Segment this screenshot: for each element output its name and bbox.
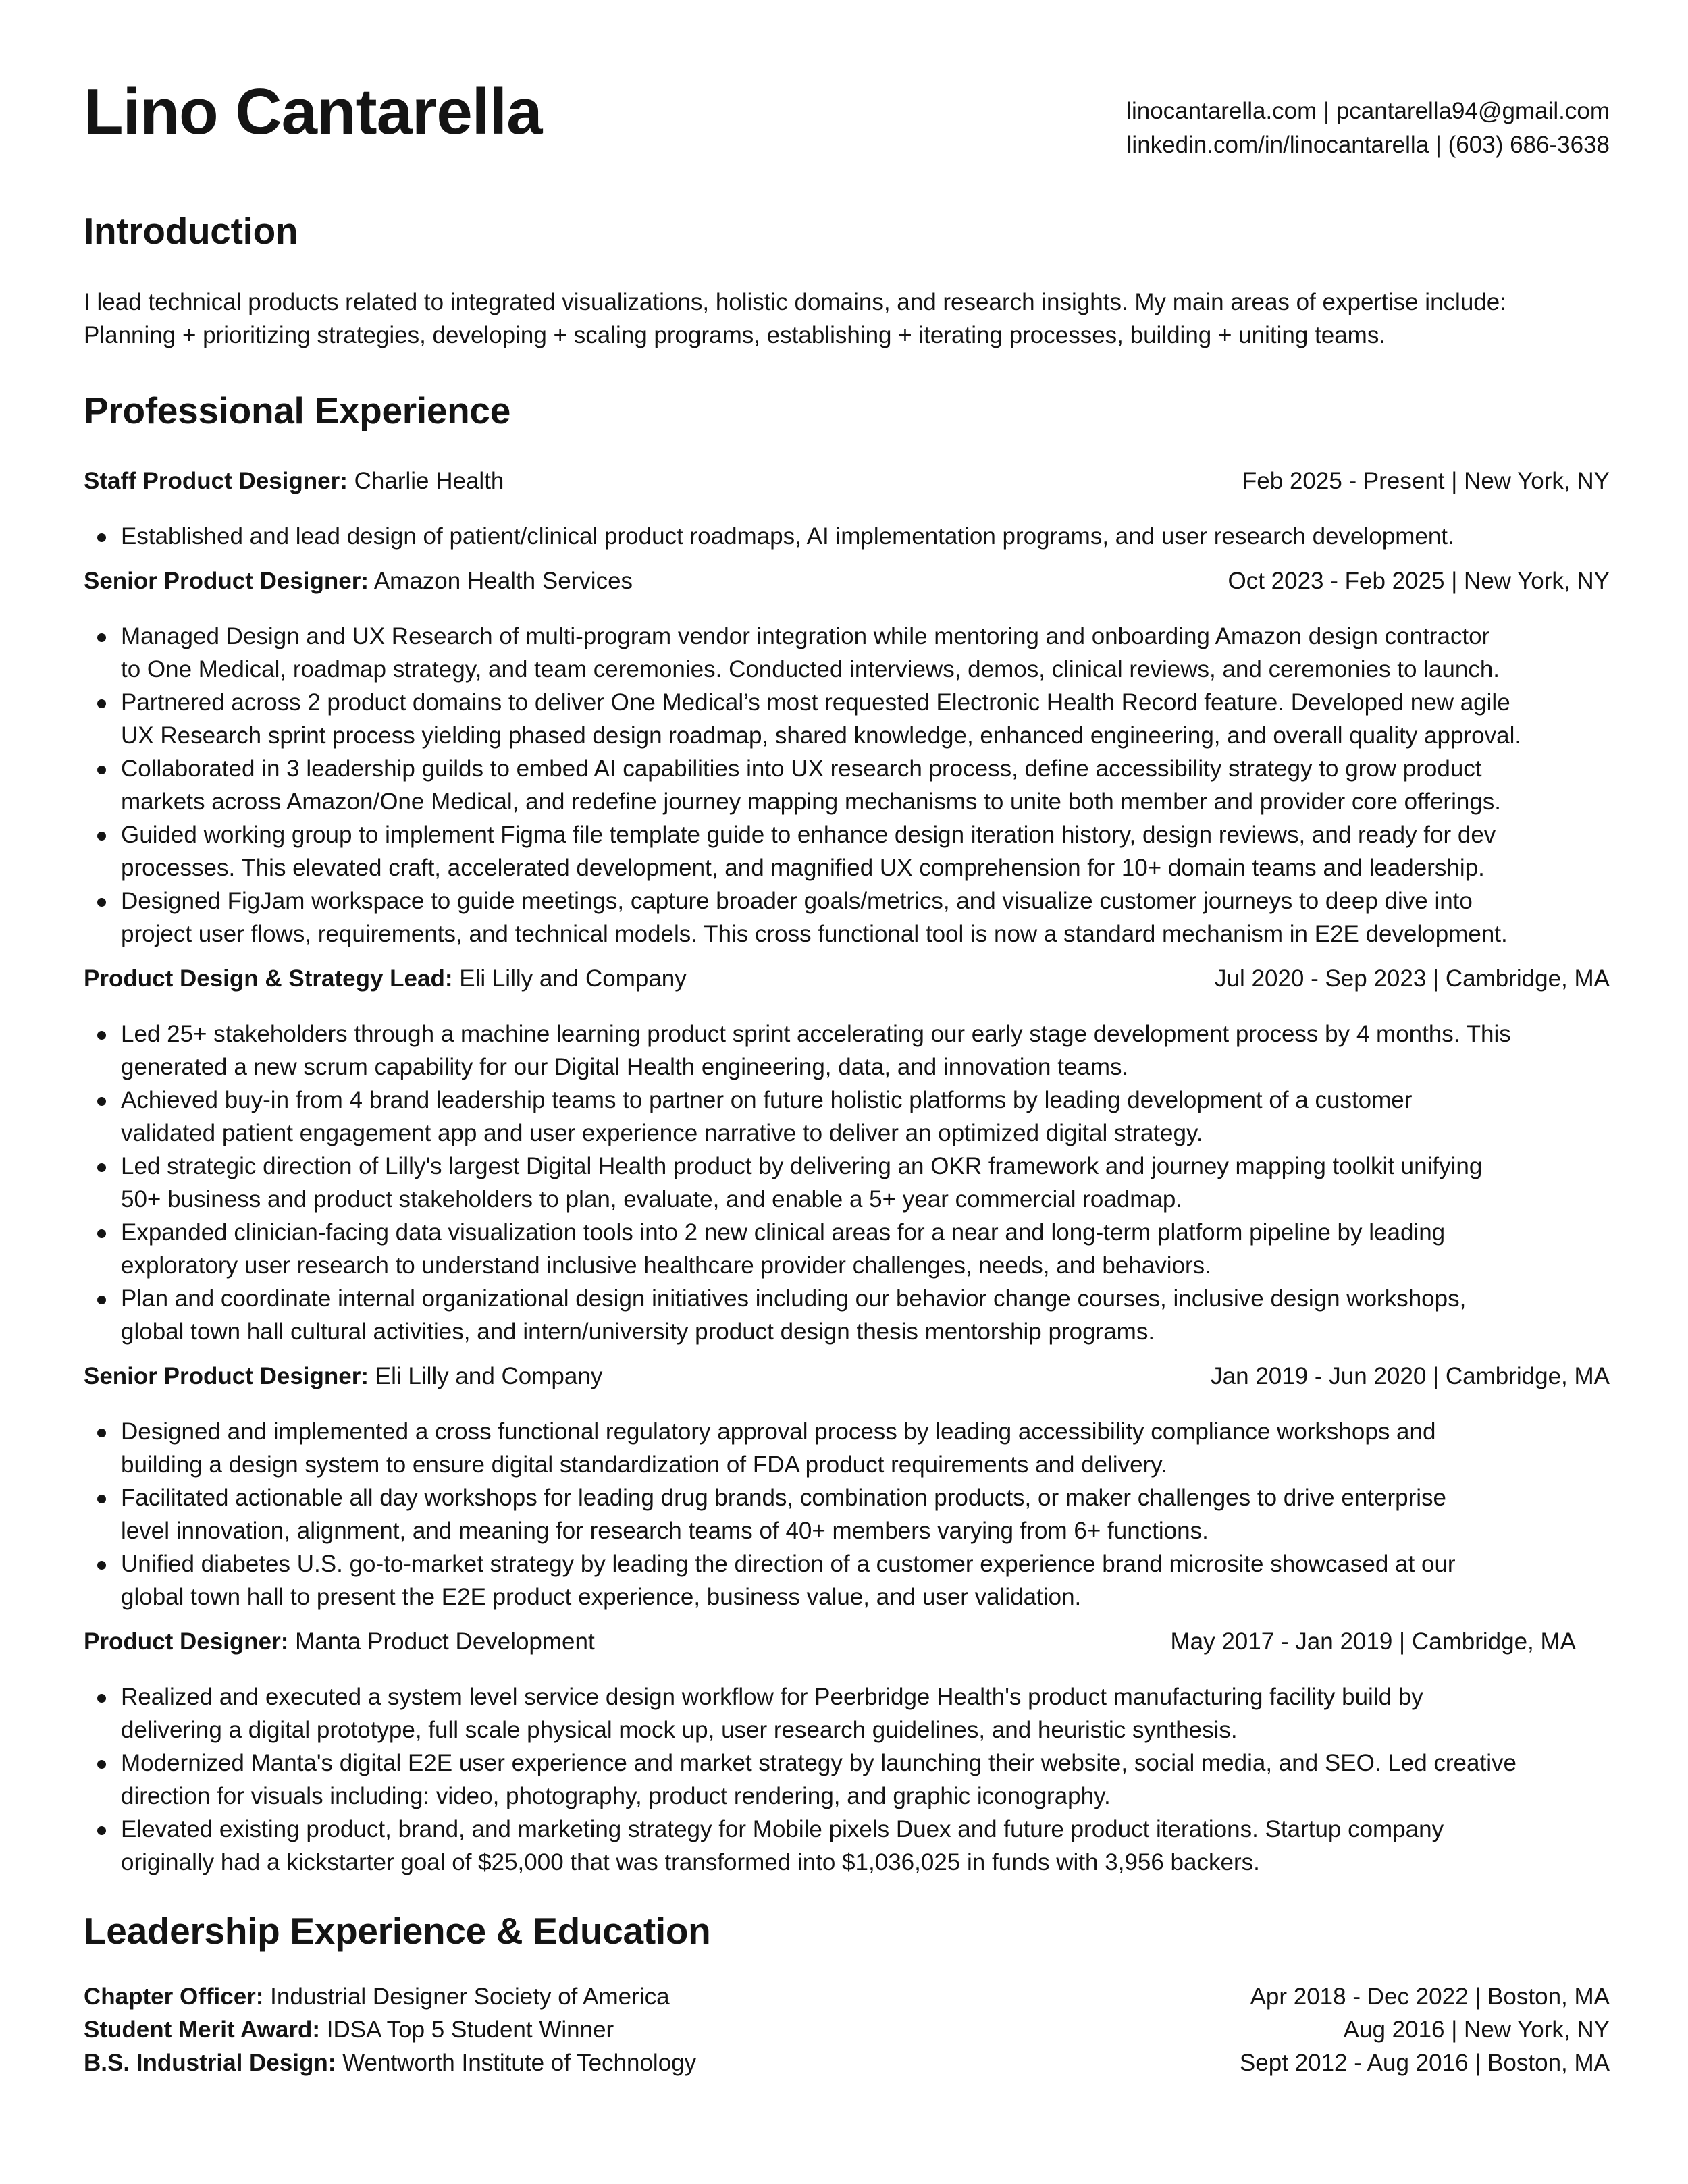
- bullet-line: exploratory user research to understand inclusive healthcare provider challenges, needs, and behaviors.: [121, 1252, 1211, 1279]
- introduction-heading: Introduction: [84, 210, 298, 252]
- introduction-line: Planning + prioritizing strategies, developing + scaling programs, establishing + iterating processes, building + uniting teams.: [84, 322, 1386, 348]
- leadership-item: [84, 1980, 1610, 2013]
- bullet-dot: [97, 1229, 106, 1238]
- job-header: [84, 464, 1610, 498]
- job-dates-location: Oct 2023 - Feb 2025 | New York, NY: [1228, 568, 1610, 594]
- resume-header: [84, 0, 1610, 182]
- job-role: Staff Product Designer:: [84, 468, 348, 494]
- job-bullets: [84, 620, 1610, 951]
- bullet-item: [121, 1084, 1610, 1150]
- bullet-dot: [97, 1097, 106, 1106]
- bullet-line: generated a new scrum capability for our Digital Health engineering, data, and innovation teams.: [121, 1054, 1129, 1080]
- leadership-education-heading: Leadership Experience & Education: [84, 1910, 711, 1952]
- bullet-line: level innovation, alignment, and meaning for research teams of 40+ members varying from 6+ functions.: [121, 1518, 1209, 1544]
- bullet-item: [121, 1813, 1610, 1879]
- leadership-dates-location: Apr 2018 - Dec 2022 | Boston, MA: [1250, 1983, 1610, 2010]
- bullet-item: [121, 620, 1610, 686]
- bullet-dot: [97, 1495, 106, 1503]
- leadership-role: Student Merit Award:: [84, 2017, 321, 2043]
- job-company: Eli Lilly and Company: [459, 965, 687, 992]
- job-company: Charlie Health: [354, 468, 504, 494]
- bullet-item: [121, 520, 1610, 553]
- bullet-item: [121, 1680, 1610, 1747]
- bullet-line: direction for visuals including: video, photography, product rendering, and graphic iconography.: [121, 1783, 1111, 1809]
- bullet-line: Elevated existing product, brand, and marketing strategy for Mobile pixels Duex and future product iterations. Startup company: [121, 1816, 1444, 1842]
- bullet-item: [121, 752, 1610, 818]
- leadership-title-org: [84, 1980, 670, 2013]
- bullet-line: project user flows, requirements, and technical models. This cross functional tool is now a standard mechanism in E2E development.: [121, 921, 1508, 947]
- bullet-item: [121, 1415, 1610, 1481]
- bullet-dot: [97, 832, 106, 841]
- bullet-item: [121, 1282, 1610, 1348]
- bullet-line: Managed Design and UX Research of multi-program vendor integration while mentoring and onboarding Amazon design contractor: [121, 623, 1490, 649]
- leadership-role: Chapter Officer:: [84, 1983, 264, 2010]
- job-title-company: [84, 1625, 595, 1658]
- bullet-line: Unified diabetes U.S. go-to-market strategy by leading the direction of a customer experience brand microsite showcased at our: [121, 1551, 1456, 1577]
- bullet-dot: [97, 1429, 106, 1437]
- job-role: Senior Product Designer:: [84, 1363, 369, 1389]
- bullet-dot: [97, 533, 106, 542]
- bullet-line: processes. This elevated craft, accelerated development, and magnified UX comprehension for 10+ domain teams and leadership.: [121, 855, 1485, 881]
- job-header: [84, 564, 1610, 597]
- job-bullets: [84, 1415, 1610, 1614]
- bullet-line: Expanded clinician-facing data visualization tools into 2 new clinical areas for a near and long-term platform pipeline by leading: [121, 1219, 1446, 1246]
- education-dates-location: Sept 2012 - Aug 2016 | Boston, MA: [1239, 2050, 1610, 2076]
- bullet-line: validated patient engagement app and user experience narrative to deliver an optimized digital strategy.: [121, 1120, 1203, 1146]
- leadership-title-org: [84, 2013, 614, 2046]
- bullet-item: [121, 818, 1610, 884]
- bullet-dot: [97, 1760, 106, 1769]
- bullet-item: [121, 1547, 1610, 1614]
- job-dates-location: Jan 2019 - Jun 2020 | Cambridge, MA: [1211, 1363, 1610, 1389]
- job-title-company: [84, 464, 504, 498]
- leadership-org: Industrial Designer Society of America: [270, 1983, 670, 2010]
- bullet-line: Designed and implemented a cross functional regulatory approval process by leading accessibility compliance workshops and: [121, 1418, 1436, 1445]
- bullet-line: Led 25+ stakeholders through a machine learning product sprint accelerating our early stage development process by 4 months. This: [121, 1021, 1511, 1047]
- leadership-item: [84, 2013, 1610, 2046]
- job-role: Senior Product Designer:: [84, 568, 369, 594]
- contact-info: [1126, 95, 1610, 162]
- education-item: [84, 2046, 1610, 2079]
- bullet-line: Led strategic direction of Lilly's largest Digital Health product by delivering an OKR framework and journey mapping toolkit unifying: [121, 1153, 1483, 1179]
- bullet-item: [121, 686, 1610, 752]
- bullet-item: [121, 1481, 1610, 1547]
- job-title-company: [84, 564, 633, 597]
- bullet-item: [121, 1747, 1610, 1813]
- job-title-company: [84, 962, 687, 995]
- job-header: [84, 1625, 1610, 1658]
- job-bullets: [84, 520, 1610, 553]
- introduction-line: I lead technical products related to integrated visualizations, holistic domains, and research insights. My main areas of expertise include:: [84, 289, 1506, 315]
- bullet-item: [121, 1017, 1610, 1084]
- bullet-item: [121, 884, 1610, 951]
- bullet-line: 50+ business and product stakeholders to plan, evaluate, and enable a 5+ year commercial roadmap.: [121, 1186, 1183, 1213]
- resume-page: [84, 0, 1610, 2079]
- job-dates-location: May 2017 - Jan 2019 | Cambridge, MA: [1170, 1628, 1576, 1655]
- job-bullets: [84, 1017, 1610, 1348]
- bullet-line: Achieved buy-in from 4 brand leadership teams to partner on future holistic platforms by leading development of a customer: [121, 1087, 1413, 1113]
- bullet-dot: [97, 766, 106, 774]
- job-bullets: [84, 1680, 1610, 1879]
- bullet-line: global town hall cultural activities, and intern/university product design thesis mentorship programs.: [121, 1319, 1155, 1345]
- bullet-item: [121, 1216, 1610, 1282]
- experience-heading: Professional Experience: [84, 390, 510, 431]
- bullet-line: originally had a kickstarter goal of $25,000 that was transformed into $1,036,025 in funds with 3,956 backers.: [121, 1849, 1260, 1875]
- bullet-item: [121, 1150, 1610, 1216]
- contact-line-web-email: linocantarella.com | pcantarella94@gmail.com: [1126, 98, 1610, 124]
- bullet-dot: [97, 699, 106, 708]
- candidate-name: Lino Cantarella: [84, 76, 542, 148]
- bullet-dot: [97, 1694, 106, 1703]
- job-company: Amazon Health Services: [373, 568, 633, 594]
- bullet-dot: [97, 1296, 106, 1304]
- bullet-line: Modernized Manta's digital E2E user experience and market strategy by launching their website, social media, and SEO. Led creative: [121, 1750, 1516, 1776]
- bullet-line: Collaborated in 3 leadership guilds to embed AI capabilities into UX research process, define accessibility strategy to grow product: [121, 755, 1482, 782]
- bullet-line: UX Research sprint process yielding phased design roadmap, shared knowledge, enhanced engineering, and overall quality approval.: [121, 722, 1522, 749]
- bullet-line: global town hall to present the E2E product experience, business value, and user validation.: [121, 1584, 1082, 1610]
- job-header: [84, 962, 1610, 995]
- bullet-line: Plan and coordinate internal organizational design initiatives including our behavior change courses, inclusive design workshops,: [121, 1285, 1467, 1312]
- bullet-dot: [97, 1826, 106, 1835]
- introduction-text: [84, 286, 1610, 352]
- job-role: Product Design & Strategy Lead:: [84, 965, 453, 992]
- job-company: Manta Product Development: [295, 1628, 595, 1655]
- education-degree-school: [84, 2046, 696, 2079]
- job-company: Eli Lilly and Company: [375, 1363, 603, 1389]
- bullet-line: to One Medical, roadmap strategy, and team ceremonies. Conducted interviews, demos, clinical reviews, and ceremonies to launch.: [121, 656, 1500, 683]
- education-school: Wentworth Institute of Technology: [342, 2050, 697, 2076]
- education-degree: B.S. Industrial Design:: [84, 2050, 336, 2076]
- bullet-line: Guided working group to implement Figma file template guide to enhance design iteration history, design reviews, and ready for dev: [121, 822, 1496, 848]
- bullet-line: Established and lead design of patient/clinical product roadmaps, AI implementation programs, and user research development.: [121, 523, 1454, 550]
- job-dates-location: Jul 2020 - Sep 2023 | Cambridge, MA: [1215, 965, 1610, 992]
- bullet-dot: [97, 1163, 106, 1172]
- bullet-line: Partnered across 2 product domains to deliver One Medical’s most requested Electronic Health Record feature. Developed new agile: [121, 689, 1510, 716]
- bullet-dot: [97, 898, 106, 907]
- leadership-education-list: [84, 1980, 1610, 2079]
- bullet-line: Realized and executed a system level service design workflow for Peerbridge Health's product manufacturing facility build by: [121, 1684, 1423, 1710]
- bullet-line: markets across Amazon/One Medical, and redefine journey mapping mechanisms to unite both member and provider core offerings.: [121, 789, 1502, 815]
- bullet-line: building a design system to ensure digital standardization of FDA product requirements and delivery.: [121, 1451, 1167, 1478]
- job-role: Product Designer:: [84, 1628, 289, 1655]
- bullet-line: Designed FigJam workspace to guide meetings, capture broader goals/metrics, and visualize customer journeys to deep dive into: [121, 888, 1473, 914]
- bullet-dot: [97, 633, 106, 642]
- leadership-org: IDSA Top 5 Student Winner: [326, 2017, 614, 2043]
- job-title-company: [84, 1360, 602, 1393]
- bullet-line: delivering a digital prototype, full scale physical mock up, user research guidelines, and heuristic synthesis.: [121, 1717, 1238, 1743]
- leadership-dates-location: Aug 2016 | New York, NY: [1343, 2017, 1610, 2043]
- contact-line-linkedin-phone: linkedin.com/in/linocantarella | (603) 686-3638: [1126, 132, 1610, 158]
- bullet-line: Facilitated actionable all day workshops for leading drug brands, combination products, or maker challenges to drive enterprise: [121, 1485, 1447, 1511]
- job-dates-location: Feb 2025 - Present | New York, NY: [1242, 468, 1610, 494]
- bullet-dot: [97, 1031, 106, 1040]
- job-header: [84, 1360, 1610, 1393]
- bullet-dot: [97, 1561, 106, 1570]
